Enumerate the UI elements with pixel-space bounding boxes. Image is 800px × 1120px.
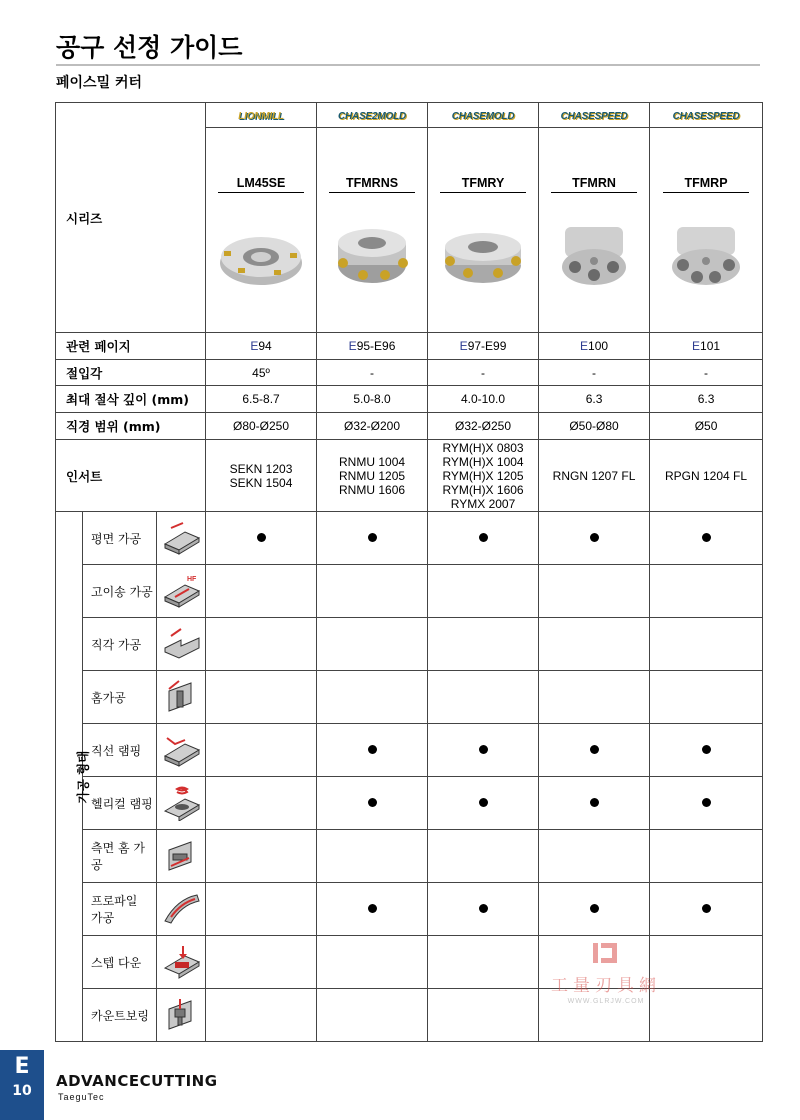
insert-code: RNGN 1207 FL xyxy=(552,468,636,483)
mark-cell xyxy=(650,777,763,830)
brand-logo-cell xyxy=(206,103,317,128)
applicable-dot xyxy=(368,904,377,913)
page-ref-cell xyxy=(428,333,539,360)
high-feed-icon-text: HF xyxy=(187,576,197,583)
mark-cell xyxy=(317,512,428,565)
cutter-image xyxy=(663,223,749,289)
machining-icon-cell xyxy=(157,883,206,936)
page-ref-letter: E xyxy=(348,339,357,353)
mark-cell xyxy=(317,671,428,724)
mark-cell xyxy=(428,618,539,671)
brand-logo: LIONMILL xyxy=(238,111,284,122)
machining-method-label: 직선 램핑 xyxy=(83,724,157,777)
mark-cell xyxy=(650,671,763,724)
series-model-cell xyxy=(539,128,650,333)
cutter-image xyxy=(329,223,415,289)
page-ref-number: 101 xyxy=(700,339,721,353)
applicable-dot xyxy=(702,745,711,754)
mark-cell xyxy=(539,565,650,618)
applicable-dot xyxy=(368,798,377,807)
applicable-dot xyxy=(702,798,711,807)
mark-cell xyxy=(317,936,428,989)
mark-cell xyxy=(206,618,317,671)
model-name: LM45SE xyxy=(218,176,304,193)
mark-cell xyxy=(539,618,650,671)
machining-icon-cell xyxy=(157,989,206,1042)
brand-sub: TaeguTec xyxy=(58,1092,105,1102)
diameter-cell: Ø50 xyxy=(650,413,763,440)
machining-method-label: 헬리컬 램핑 xyxy=(83,777,157,830)
mark-cell xyxy=(206,989,317,1042)
insert-code: SEKN 1504 xyxy=(229,475,293,490)
mark-cell xyxy=(317,565,428,618)
applicable-dot xyxy=(479,533,488,542)
diameter-cell: Ø32-Ø200 xyxy=(317,413,428,440)
insert-code: RYM(H)X 1004 xyxy=(442,454,524,469)
page-ref-number: 95-E96 xyxy=(356,339,396,353)
brand-logo: CHASESPEED xyxy=(560,111,628,122)
applicable-dot xyxy=(368,533,377,542)
angle-cell: - xyxy=(650,360,763,386)
mark-cell xyxy=(206,883,317,936)
page-ref-cell xyxy=(539,333,650,360)
mark-cell xyxy=(428,512,539,565)
mark-cell xyxy=(206,777,317,830)
applicable-dot xyxy=(702,904,711,913)
angle-cell: - xyxy=(317,360,428,386)
machining-icon-cell xyxy=(157,936,206,989)
cutter-image xyxy=(440,223,526,289)
brand-logo-cell xyxy=(317,103,428,128)
machining-method-label: 스텝 다운 xyxy=(83,936,157,989)
depth-cell: 6.3 xyxy=(650,386,763,413)
mark-cell xyxy=(317,883,428,936)
insert-code: RPGN 1204 FL xyxy=(665,468,748,483)
page-number: 10 xyxy=(12,1083,32,1099)
brand-logo-cell xyxy=(539,103,650,128)
insert-cell xyxy=(650,440,763,512)
machining-category-label xyxy=(56,512,91,1042)
profiling-icon xyxy=(161,891,201,927)
machining-icon-cell xyxy=(157,777,206,830)
insert-row-label: 인서트 xyxy=(56,440,206,512)
insert-cell xyxy=(428,440,539,512)
side-grooving-icon xyxy=(161,838,201,874)
depth-cell: 4.0-10.0 xyxy=(428,386,539,413)
depth-row-label: 최대 절삭 깊이 (mm) xyxy=(56,386,206,413)
mark-cell xyxy=(650,565,763,618)
page-ref-number: 100 xyxy=(588,339,609,353)
machining-icon-cell xyxy=(157,512,206,565)
page-ref-letter: E xyxy=(250,339,259,353)
model-name: TFMRY xyxy=(440,176,526,193)
brand-logo: CHASE2MOLD xyxy=(338,111,407,122)
linear-ramping-icon xyxy=(161,732,201,768)
mark-cell xyxy=(650,512,763,565)
cutter-image xyxy=(551,223,637,289)
page-title: 공구 선정 가이드 xyxy=(56,33,243,62)
mark-cell xyxy=(539,724,650,777)
diameter-cell: Ø50-Ø80 xyxy=(539,413,650,440)
insert-cell xyxy=(539,440,650,512)
mark-cell xyxy=(206,565,317,618)
machining-method-label: 고이송 가공 xyxy=(83,565,157,618)
insert-code: RNMU 1606 xyxy=(339,482,406,497)
page-ref-cell xyxy=(317,333,428,360)
diameter-cell: Ø32-Ø250 xyxy=(428,413,539,440)
page-ref-cell xyxy=(650,333,763,360)
applicable-dot xyxy=(590,904,599,913)
insert-code: RYM(H)X 0803 xyxy=(442,440,524,455)
brand-logo: ADVANCECUTTING xyxy=(56,1072,218,1090)
page-ref-number: 94 xyxy=(258,339,272,353)
applicable-dot xyxy=(590,745,599,754)
watermark-url: WWW.GLRJW.COM xyxy=(567,998,645,1005)
insert-cell xyxy=(206,440,317,512)
mark-cell xyxy=(317,830,428,883)
mark-cell xyxy=(539,512,650,565)
brand-logo: CHASESPEED xyxy=(672,111,740,122)
series-model-cell xyxy=(317,128,428,333)
brand-logo: CHASEMOLD xyxy=(451,111,515,122)
mark-cell xyxy=(650,883,763,936)
brand-logo-cell xyxy=(428,103,539,128)
high-feed-icon xyxy=(161,573,201,609)
model-name: TFMRNS xyxy=(329,176,415,193)
applicable-dot xyxy=(368,745,377,754)
diameter-row-label: 직경 범위 (mm) xyxy=(56,413,206,440)
section-letter: E xyxy=(14,1054,30,1079)
mark-cell xyxy=(428,565,539,618)
insert-code: RNMU 1004 xyxy=(339,454,406,469)
shoulder-milling-icon xyxy=(161,626,201,662)
mark-cell xyxy=(428,671,539,724)
page-ref-number: 97-E99 xyxy=(467,339,507,353)
applicable-dot xyxy=(590,533,599,542)
insert-code: RYMX 2007 xyxy=(450,496,516,511)
series-model-cell xyxy=(206,128,317,333)
mark-cell xyxy=(539,883,650,936)
mark-cell xyxy=(650,830,763,883)
watermark xyxy=(536,940,676,1005)
machining-method-label: 평면 가공 xyxy=(83,512,157,565)
machining-category-text: 가공 형태 xyxy=(75,750,91,803)
cutter-image xyxy=(218,223,304,289)
series-model-cell xyxy=(650,128,763,333)
mark-cell xyxy=(650,618,763,671)
diameter-cell: Ø80-Ø250 xyxy=(206,413,317,440)
machining-icon-cell xyxy=(157,830,206,883)
applicable-dot xyxy=(257,533,266,542)
machining-method-label: 측면 홈 가공 xyxy=(83,830,157,883)
insert-code: RYM(H)X 1205 xyxy=(442,468,524,483)
angle-row-label: 절입각 xyxy=(56,360,206,386)
mark-cell xyxy=(428,883,539,936)
page-ref-letter: E xyxy=(692,339,701,353)
mark-cell xyxy=(317,777,428,830)
machining-icon-cell xyxy=(157,618,206,671)
mark-cell xyxy=(428,830,539,883)
page-subtitle: 페이스밀 커터 xyxy=(56,75,143,91)
insert-cell xyxy=(317,440,428,512)
applicable-dot xyxy=(479,745,488,754)
mark-cell xyxy=(428,989,539,1042)
brand-logo-cell xyxy=(650,103,763,128)
mark-cell xyxy=(428,777,539,830)
tool-selection-table xyxy=(55,102,763,1042)
applicable-dot xyxy=(590,798,599,807)
series-row-label: 시리즈 xyxy=(56,103,206,333)
page-row-label: 관련 페이지 xyxy=(56,333,206,360)
machining-method-label: 직각 가공 xyxy=(83,618,157,671)
machining-icon-cell xyxy=(157,565,206,618)
mark-cell xyxy=(317,724,428,777)
mark-cell xyxy=(317,989,428,1042)
mark-cell xyxy=(428,724,539,777)
mark-cell xyxy=(317,618,428,671)
angle-cell: - xyxy=(539,360,650,386)
step-down-icon xyxy=(161,944,201,980)
model-name: TFMRP xyxy=(663,176,749,193)
face-milling-icon xyxy=(161,520,201,556)
machining-icon-cell xyxy=(157,724,206,777)
mark-cell xyxy=(428,936,539,989)
depth-cell: 6.5-8.7 xyxy=(206,386,317,413)
insert-code: RNMU 1205 xyxy=(339,468,406,483)
watermark-text: 工量刃具網 xyxy=(551,976,661,996)
mark-cell xyxy=(206,936,317,989)
mark-cell xyxy=(206,512,317,565)
mark-cell xyxy=(539,671,650,724)
series-model-cell xyxy=(428,128,539,333)
page-ref-cell xyxy=(206,333,317,360)
machining-icon-cell xyxy=(157,671,206,724)
mark-cell xyxy=(539,777,650,830)
applicable-dot xyxy=(479,904,488,913)
mark-cell xyxy=(206,671,317,724)
model-name: TFMRN xyxy=(551,176,637,193)
machining-method-label: 프로파일 가공 xyxy=(83,883,157,936)
insert-code: RYM(H)X 1606 xyxy=(442,482,524,497)
title-rule xyxy=(56,64,760,66)
section-tab xyxy=(0,1050,44,1120)
depth-cell: 5.0-8.0 xyxy=(317,386,428,413)
mark-cell xyxy=(206,830,317,883)
counterboring-icon xyxy=(161,997,201,1033)
angle-cell: - xyxy=(428,360,539,386)
insert-code: SEKN 1203 xyxy=(229,461,293,476)
applicable-dot xyxy=(702,533,711,542)
helical-ramping-icon xyxy=(161,785,201,821)
slotting-icon xyxy=(161,679,201,715)
mark-cell xyxy=(650,724,763,777)
page-ref-letter: E xyxy=(459,339,468,353)
applicable-dot xyxy=(479,798,488,807)
watermark-logo-icon xyxy=(591,940,621,966)
machining-method-label: 카운트보링 xyxy=(83,989,157,1042)
angle-cell: 45º xyxy=(206,360,317,386)
mark-cell xyxy=(539,830,650,883)
mark-cell xyxy=(206,724,317,777)
machining-method-label: 홈가공 xyxy=(83,671,157,724)
page-ref-letter: E xyxy=(580,339,589,353)
depth-cell: 6.3 xyxy=(539,386,650,413)
